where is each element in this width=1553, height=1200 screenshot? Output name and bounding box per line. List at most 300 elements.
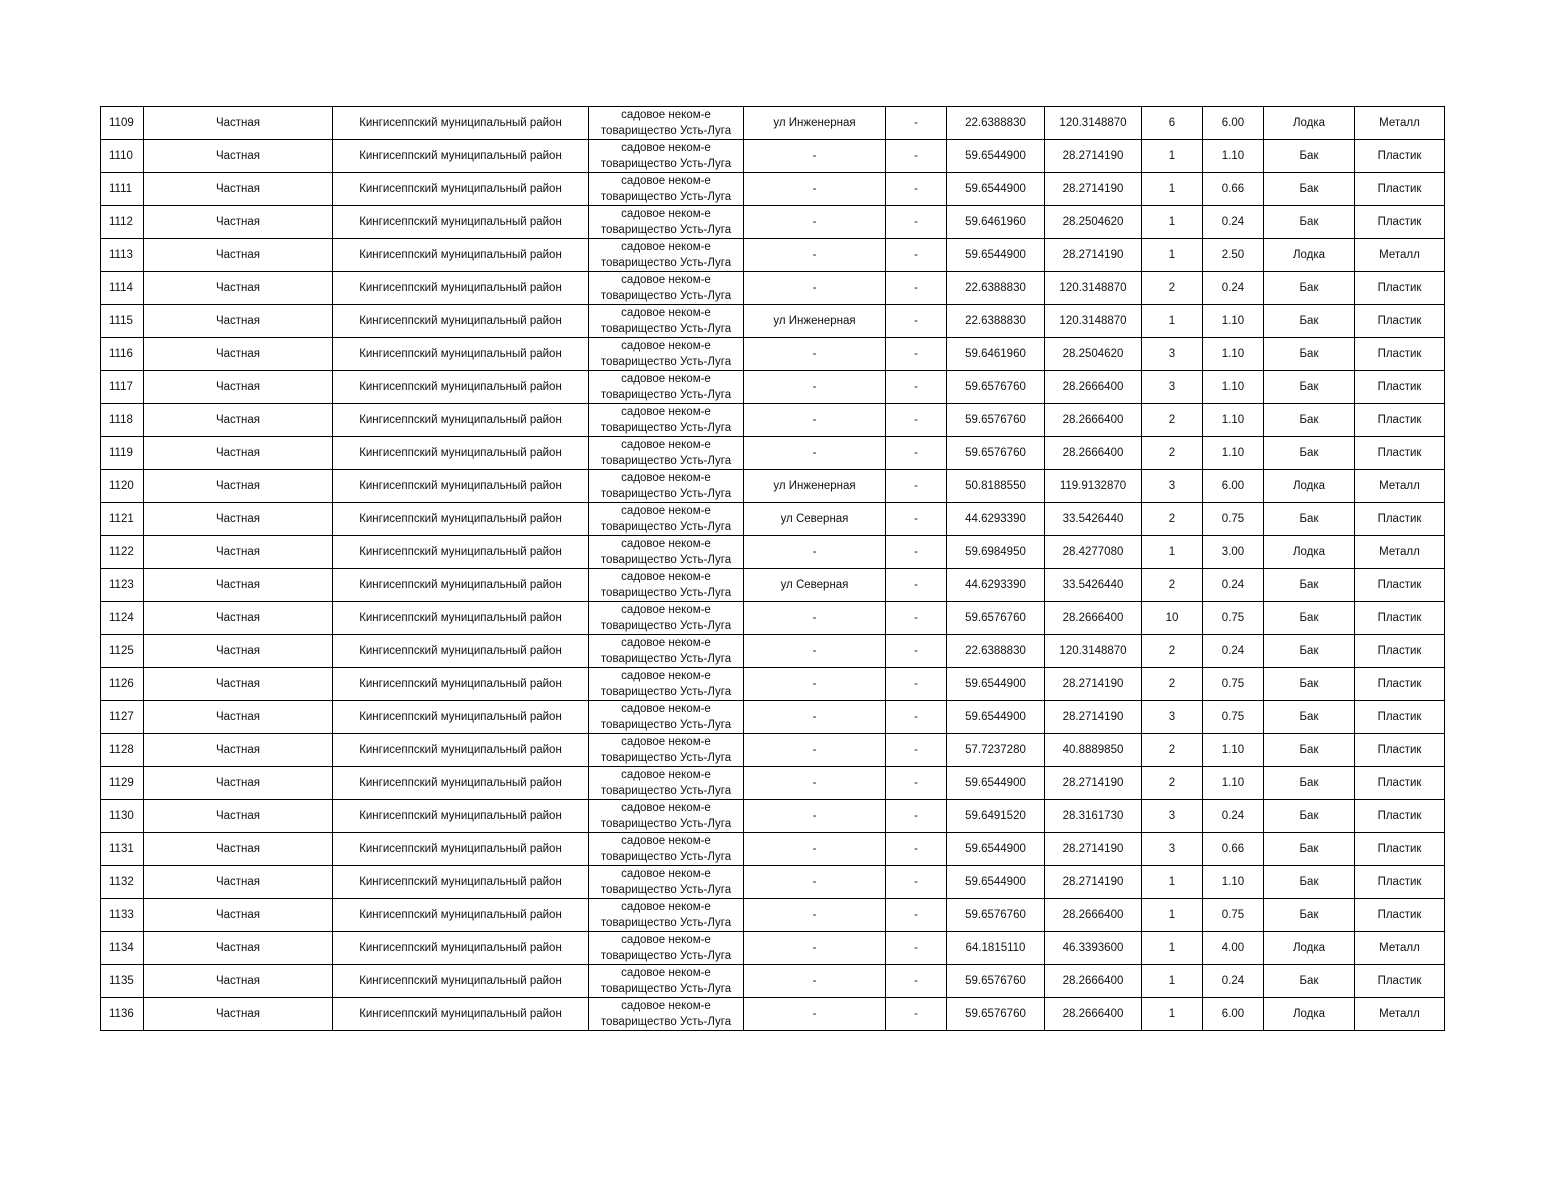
cell-street: ул Инженерная — [744, 470, 886, 503]
cell-house: - — [886, 173, 947, 206]
org-type-line-1: садовое неком-е — [621, 406, 711, 418]
cell-row-number: 1125 — [101, 635, 144, 668]
cell-material: Пластик — [1355, 635, 1445, 668]
cell-ownership: Частная — [144, 272, 333, 305]
cell-container-count: 1 — [1142, 140, 1203, 173]
registry-table — [100, 106, 1445, 1031]
cell-latitude: 59.6576760 — [947, 998, 1045, 1031]
cell-org-type — [589, 965, 744, 998]
cell-house: - — [886, 140, 947, 173]
cell-container-type: Бак — [1264, 965, 1355, 998]
org-type-line-1: садовое неком-е — [621, 571, 711, 583]
table-row — [101, 107, 1445, 140]
cell-latitude: 59.6544900 — [947, 173, 1045, 206]
cell-ownership: Частная — [144, 437, 333, 470]
cell-container-count: 2 — [1142, 569, 1203, 602]
cell-house: - — [886, 536, 947, 569]
org-type-line-1: садовое неком-е — [621, 769, 711, 781]
cell-material: Металл — [1355, 932, 1445, 965]
cell-container-count: 2 — [1142, 668, 1203, 701]
cell-container-type: Бак — [1264, 338, 1355, 371]
cell-volume: 0.66 — [1203, 173, 1264, 206]
cell-latitude: 59.6576760 — [947, 404, 1045, 437]
cell-street: - — [744, 668, 886, 701]
cell-ownership: Частная — [144, 833, 333, 866]
cell-material: Пластик — [1355, 338, 1445, 371]
cell-latitude: 44.6293390 — [947, 503, 1045, 536]
cell-ownership: Частная — [144, 734, 333, 767]
cell-district: Кингисеппский муниципальный район — [333, 140, 589, 173]
cell-latitude: 59.6544900 — [947, 140, 1045, 173]
org-type-line-1: садовое неком-е — [621, 736, 711, 748]
cell-material: Пластик — [1355, 206, 1445, 239]
cell-volume: 6.00 — [1203, 107, 1264, 140]
cell-row-number: 1113 — [101, 239, 144, 272]
org-type-line-1: садовое неком-е — [621, 109, 711, 121]
table-row — [101, 701, 1445, 734]
cell-container-count: 3 — [1142, 470, 1203, 503]
cell-house: - — [886, 833, 947, 866]
cell-district: Кингисеппский муниципальный район — [333, 503, 589, 536]
org-type-line-1: садовое неком-е — [621, 802, 711, 814]
cell-longitude: 28.2666400 — [1045, 899, 1142, 932]
cell-street: - — [744, 338, 886, 371]
cell-street: - — [744, 635, 886, 668]
cell-container-type: Бак — [1264, 635, 1355, 668]
table-row — [101, 635, 1445, 668]
table-row — [101, 536, 1445, 569]
cell-container-type: Бак — [1264, 404, 1355, 437]
cell-volume: 6.00 — [1203, 470, 1264, 503]
cell-latitude: 44.6293390 — [947, 569, 1045, 602]
cell-container-type: Бак — [1264, 833, 1355, 866]
cell-material: Пластик — [1355, 833, 1445, 866]
cell-latitude: 59.6461960 — [947, 338, 1045, 371]
cell-street: - — [744, 239, 886, 272]
cell-latitude: 64.1815110 — [947, 932, 1045, 965]
cell-house: - — [886, 239, 947, 272]
cell-row-number: 1115 — [101, 305, 144, 338]
table-row — [101, 173, 1445, 206]
cell-material: Металл — [1355, 107, 1445, 140]
cell-volume: 0.75 — [1203, 503, 1264, 536]
cell-org-type — [589, 338, 744, 371]
cell-material: Пластик — [1355, 965, 1445, 998]
cell-district: Кингисеппский муниципальный район — [333, 272, 589, 305]
cell-container-count: 2 — [1142, 635, 1203, 668]
cell-ownership: Частная — [144, 338, 333, 371]
table-row — [101, 338, 1445, 371]
cell-house: - — [886, 602, 947, 635]
cell-container-count: 1 — [1142, 305, 1203, 338]
org-type-line-2: товарищество Усть-Луга — [600, 719, 732, 731]
cell-material: Пластик — [1355, 767, 1445, 800]
cell-container-type: Лодка — [1264, 107, 1355, 140]
cell-latitude: 59.6461960 — [947, 206, 1045, 239]
cell-org-type — [589, 899, 744, 932]
cell-container-count: 1 — [1142, 965, 1203, 998]
cell-longitude: 40.8889850 — [1045, 734, 1142, 767]
org-type-line-1: садовое неком-е — [621, 967, 711, 979]
org-type-line-1: садовое неком-е — [621, 538, 711, 550]
cell-latitude: 59.6576760 — [947, 899, 1045, 932]
cell-container-count: 3 — [1142, 371, 1203, 404]
cell-house: - — [886, 767, 947, 800]
cell-container-type: Бак — [1264, 701, 1355, 734]
cell-org-type — [589, 404, 744, 437]
org-type-line-1: садовое неком-е — [621, 505, 711, 517]
table-row — [101, 206, 1445, 239]
cell-container-type: Бак — [1264, 371, 1355, 404]
cell-volume: 0.75 — [1203, 668, 1264, 701]
cell-latitude: 22.6388830 — [947, 107, 1045, 140]
cell-latitude: 59.6544900 — [947, 833, 1045, 866]
cell-house: - — [886, 800, 947, 833]
cell-house: - — [886, 437, 947, 470]
cell-longitude: 28.2714190 — [1045, 866, 1142, 899]
table-row — [101, 470, 1445, 503]
org-type-line-2: товарищество Усть-Луга — [600, 422, 732, 434]
table-row — [101, 239, 1445, 272]
org-type-line-1: садовое неком-е — [621, 472, 711, 484]
cell-row-number: 1126 — [101, 668, 144, 701]
cell-container-type: Бак — [1264, 173, 1355, 206]
org-type-line-1: садовое неком-е — [621, 901, 711, 913]
cell-latitude: 59.6544900 — [947, 701, 1045, 734]
cell-house: - — [886, 305, 947, 338]
cell-org-type — [589, 701, 744, 734]
org-type-line-2: товарищество Усть-Луга — [600, 983, 732, 995]
cell-house: - — [886, 965, 947, 998]
org-type-line-1: садовое неком-е — [621, 604, 711, 616]
table-row — [101, 767, 1445, 800]
table-row — [101, 569, 1445, 602]
cell-district: Кингисеппский муниципальный район — [333, 734, 589, 767]
cell-district: Кингисеппский муниципальный район — [333, 536, 589, 569]
cell-ownership: Частная — [144, 998, 333, 1031]
cell-longitude: 28.2666400 — [1045, 602, 1142, 635]
org-type-line-2: товарищество Усть-Луга — [600, 224, 732, 236]
org-type-line-2: товарищество Усть-Луга — [600, 752, 732, 764]
org-type-line-2: товарищество Усть-Луга — [600, 785, 732, 797]
cell-house: - — [886, 338, 947, 371]
table-row — [101, 140, 1445, 173]
cell-org-type — [589, 602, 744, 635]
cell-ownership: Частная — [144, 800, 333, 833]
cell-org-type — [589, 635, 744, 668]
cell-volume: 4.00 — [1203, 932, 1264, 965]
cell-row-number: 1112 — [101, 206, 144, 239]
cell-volume: 1.10 — [1203, 767, 1264, 800]
cell-district: Кингисеппский муниципальный район — [333, 668, 589, 701]
cell-material: Пластик — [1355, 371, 1445, 404]
org-type-line-2: товарищество Усть-Луга — [600, 356, 732, 368]
cell-longitude: 28.2666400 — [1045, 437, 1142, 470]
cell-latitude: 22.6388830 — [947, 635, 1045, 668]
cell-ownership: Частная — [144, 668, 333, 701]
cell-material: Пластик — [1355, 668, 1445, 701]
cell-org-type — [589, 272, 744, 305]
cell-org-type — [589, 767, 744, 800]
cell-latitude: 59.6544900 — [947, 668, 1045, 701]
cell-container-count: 2 — [1142, 767, 1203, 800]
table-row — [101, 833, 1445, 866]
cell-house: - — [886, 470, 947, 503]
cell-street: - — [744, 371, 886, 404]
cell-district: Кингисеппский муниципальный район — [333, 371, 589, 404]
cell-longitude: 28.2714190 — [1045, 140, 1142, 173]
cell-district: Кингисеппский муниципальный район — [333, 800, 589, 833]
cell-row-number: 1121 — [101, 503, 144, 536]
cell-street: ул Северная — [744, 503, 886, 536]
cell-container-count: 3 — [1142, 338, 1203, 371]
cell-district: Кингисеппский муниципальный район — [333, 899, 589, 932]
cell-street: - — [744, 404, 886, 437]
cell-container-type: Бак — [1264, 569, 1355, 602]
cell-volume: 1.10 — [1203, 866, 1264, 899]
cell-ownership: Частная — [144, 932, 333, 965]
cell-volume: 1.10 — [1203, 305, 1264, 338]
cell-material: Пластик — [1355, 602, 1445, 635]
org-type-line-2: товарищество Усть-Луга — [600, 851, 732, 863]
org-type-line-2: товарищество Усть-Луга — [600, 554, 732, 566]
cell-street: - — [744, 536, 886, 569]
cell-longitude: 28.2666400 — [1045, 998, 1142, 1031]
cell-ownership: Частная — [144, 536, 333, 569]
cell-container-count: 2 — [1142, 404, 1203, 437]
cell-row-number: 1136 — [101, 998, 144, 1031]
cell-house: - — [886, 272, 947, 305]
cell-district: Кингисеппский муниципальный район — [333, 602, 589, 635]
cell-longitude: 46.3393600 — [1045, 932, 1142, 965]
table-row — [101, 305, 1445, 338]
org-type-line-2: товарищество Усть-Луга — [600, 950, 732, 962]
cell-house: - — [886, 569, 947, 602]
cell-container-type: Бак — [1264, 272, 1355, 305]
cell-org-type — [589, 173, 744, 206]
cell-district: Кингисеппский муниципальный район — [333, 437, 589, 470]
cell-material: Пластик — [1355, 734, 1445, 767]
org-type-line-2: товарищество Усть-Луга — [600, 884, 732, 896]
cell-material: Пластик — [1355, 173, 1445, 206]
cell-house: - — [886, 998, 947, 1031]
cell-row-number: 1114 — [101, 272, 144, 305]
cell-material: Пластик — [1355, 569, 1445, 602]
org-type-line-2: товарищество Усть-Луга — [600, 818, 732, 830]
cell-container-count: 3 — [1142, 833, 1203, 866]
cell-container-count: 6 — [1142, 107, 1203, 140]
cell-district: Кингисеппский муниципальный район — [333, 239, 589, 272]
cell-container-count: 10 — [1142, 602, 1203, 635]
cell-material: Пластик — [1355, 503, 1445, 536]
cell-street: - — [744, 206, 886, 239]
cell-volume: 0.75 — [1203, 602, 1264, 635]
org-type-line-1: садовое неком-е — [621, 175, 711, 187]
cell-longitude: 28.2714190 — [1045, 767, 1142, 800]
cell-street: - — [744, 734, 886, 767]
cell-street: - — [744, 701, 886, 734]
table-row — [101, 866, 1445, 899]
cell-ownership: Частная — [144, 866, 333, 899]
cell-volume: 0.24 — [1203, 569, 1264, 602]
org-type-line-1: садовое неком-е — [621, 868, 711, 880]
cell-longitude: 28.2504620 — [1045, 206, 1142, 239]
cell-street: - — [744, 173, 886, 206]
cell-row-number: 1135 — [101, 965, 144, 998]
cell-street: - — [744, 602, 886, 635]
cell-latitude: 59.6491520 — [947, 800, 1045, 833]
cell-container-count: 2 — [1142, 437, 1203, 470]
cell-container-count: 1 — [1142, 206, 1203, 239]
cell-row-number: 1127 — [101, 701, 144, 734]
cell-district: Кингисеппский муниципальный район — [333, 965, 589, 998]
org-type-line-2: товарищество Усть-Луга — [600, 125, 732, 137]
cell-street: - — [744, 833, 886, 866]
cell-longitude: 120.3148870 — [1045, 107, 1142, 140]
cell-volume: 1.10 — [1203, 404, 1264, 437]
cell-volume: 0.75 — [1203, 899, 1264, 932]
cell-container-type: Лодка — [1264, 470, 1355, 503]
org-type-line-2: товарищество Усть-Луга — [600, 257, 732, 269]
table-row — [101, 899, 1445, 932]
cell-district: Кингисеппский муниципальный район — [333, 932, 589, 965]
cell-container-type: Бак — [1264, 866, 1355, 899]
cell-district: Кингисеппский муниципальный район — [333, 866, 589, 899]
cell-volume: 1.10 — [1203, 140, 1264, 173]
cell-org-type — [589, 866, 744, 899]
cell-longitude: 33.5426440 — [1045, 503, 1142, 536]
cell-ownership: Частная — [144, 767, 333, 800]
org-type-line-1: садовое неком-е — [621, 1000, 711, 1012]
cell-container-type: Бак — [1264, 602, 1355, 635]
cell-row-number: 1124 — [101, 602, 144, 635]
cell-longitude: 28.2714190 — [1045, 668, 1142, 701]
cell-ownership: Частная — [144, 503, 333, 536]
org-type-line-2: товарищество Усть-Луга — [600, 488, 732, 500]
cell-volume: 3.00 — [1203, 536, 1264, 569]
cell-container-count: 1 — [1142, 866, 1203, 899]
cell-org-type — [589, 734, 744, 767]
cell-ownership: Частная — [144, 470, 333, 503]
cell-longitude: 28.3161730 — [1045, 800, 1142, 833]
org-type-line-1: садовое неком-е — [621, 307, 711, 319]
cell-container-count: 3 — [1142, 701, 1203, 734]
cell-row-number: 1123 — [101, 569, 144, 602]
cell-container-count: 1 — [1142, 998, 1203, 1031]
cell-ownership: Частная — [144, 701, 333, 734]
cell-material: Пластик — [1355, 899, 1445, 932]
cell-material: Металл — [1355, 536, 1445, 569]
cell-longitude: 120.3148870 — [1045, 635, 1142, 668]
org-type-line-1: садовое неком-е — [621, 274, 711, 286]
cell-house: - — [886, 701, 947, 734]
cell-district: Кингисеппский муниципальный район — [333, 305, 589, 338]
cell-ownership: Частная — [144, 140, 333, 173]
table-row — [101, 965, 1445, 998]
cell-org-type — [589, 140, 744, 173]
cell-row-number: 1111 — [101, 173, 144, 206]
cell-org-type — [589, 998, 744, 1031]
cell-org-type — [589, 932, 744, 965]
cell-district: Кингисеппский муниципальный район — [333, 206, 589, 239]
cell-org-type — [589, 668, 744, 701]
cell-material: Пластик — [1355, 140, 1445, 173]
cell-district: Кингисеппский муниципальный район — [333, 635, 589, 668]
cell-district: Кингисеппский муниципальный район — [333, 338, 589, 371]
cell-ownership: Частная — [144, 107, 333, 140]
cell-district: Кингисеппский муниципальный район — [333, 998, 589, 1031]
org-type-line-2: товарищество Усть-Луга — [600, 158, 732, 170]
cell-volume: 6.00 — [1203, 998, 1264, 1031]
cell-org-type — [589, 239, 744, 272]
org-type-line-2: товарищество Усть-Луга — [600, 290, 732, 302]
cell-house: - — [886, 899, 947, 932]
cell-row-number: 1120 — [101, 470, 144, 503]
cell-house: - — [886, 668, 947, 701]
cell-org-type — [589, 371, 744, 404]
cell-house: - — [886, 734, 947, 767]
org-type-line-2: товарищество Усть-Луга — [600, 521, 732, 533]
cell-row-number: 1117 — [101, 371, 144, 404]
cell-street: - — [744, 272, 886, 305]
org-type-line-2: товарищество Усть-Луга — [600, 686, 732, 698]
cell-house: - — [886, 206, 947, 239]
cell-container-type: Бак — [1264, 206, 1355, 239]
cell-material: Пластик — [1355, 866, 1445, 899]
org-type-line-2: товарищество Усть-Луга — [600, 455, 732, 467]
cell-latitude: 50.8188550 — [947, 470, 1045, 503]
cell-container-count: 2 — [1142, 503, 1203, 536]
cell-material: Пластик — [1355, 800, 1445, 833]
cell-longitude: 28.2666400 — [1045, 404, 1142, 437]
cell-org-type — [589, 536, 744, 569]
cell-longitude: 28.2714190 — [1045, 833, 1142, 866]
cell-container-type: Бак — [1264, 437, 1355, 470]
org-type-line-2: товарищество Усть-Луга — [600, 587, 732, 599]
cell-material: Пластик — [1355, 272, 1445, 305]
cell-district: Кингисеппский муниципальный район — [333, 404, 589, 437]
cell-ownership: Частная — [144, 239, 333, 272]
org-type-line-1: садовое неком-е — [621, 835, 711, 847]
cell-volume: 0.24 — [1203, 635, 1264, 668]
cell-longitude: 119.9132870 — [1045, 470, 1142, 503]
table-row — [101, 602, 1445, 635]
cell-street: - — [744, 866, 886, 899]
org-type-line-2: товарищество Усть-Луга — [600, 653, 732, 665]
cell-latitude: 59.6576760 — [947, 437, 1045, 470]
cell-row-number: 1132 — [101, 866, 144, 899]
cell-container-type: Бак — [1264, 767, 1355, 800]
cell-container-count: 1 — [1142, 239, 1203, 272]
cell-org-type — [589, 107, 744, 140]
cell-latitude: 59.6544900 — [947, 767, 1045, 800]
cell-volume: 1.10 — [1203, 734, 1264, 767]
cell-material: Металл — [1355, 998, 1445, 1031]
cell-longitude: 33.5426440 — [1045, 569, 1142, 602]
cell-container-count: 1 — [1142, 536, 1203, 569]
cell-material: Металл — [1355, 470, 1445, 503]
cell-latitude: 59.6576760 — [947, 965, 1045, 998]
cell-container-count: 1 — [1142, 173, 1203, 206]
cell-street: - — [744, 932, 886, 965]
org-type-line-2: товарищество Усть-Луга — [600, 917, 732, 929]
cell-district: Кингисеппский муниципальный район — [333, 470, 589, 503]
cell-container-count: 1 — [1142, 932, 1203, 965]
cell-street: ул Северная — [744, 569, 886, 602]
cell-org-type — [589, 503, 744, 536]
cell-district: Кингисеппский муниципальный район — [333, 767, 589, 800]
cell-ownership: Частная — [144, 305, 333, 338]
